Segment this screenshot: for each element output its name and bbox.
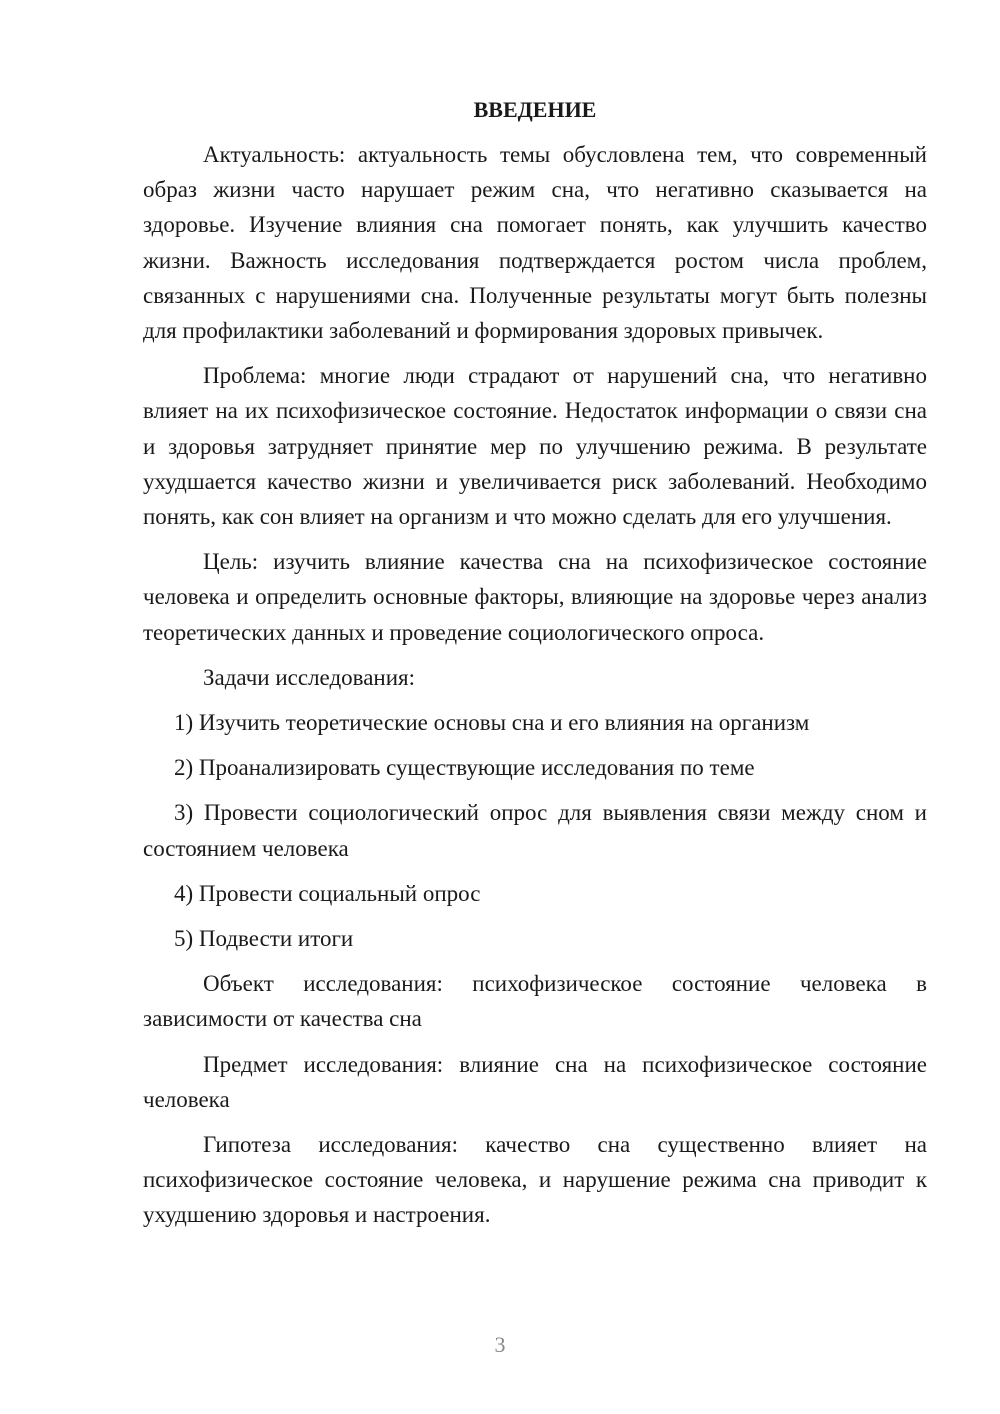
hypothesis-paragraph: Гипотеза исследования: качество сна существенно влияет на психофизическое состояние человека, и нарушение режима сна приводит к ухудшению здоровья и настроения. (143, 1132, 927, 1228)
task-item-1: 1) Изучить теоретические основы сна и его влияния на организм (174, 710, 810, 736)
task-item-4: 4) Провести социальный опрос (174, 880, 481, 906)
object-paragraph: Объект исследования: психофизическое состояние человека в зависимости от качества сна (143, 971, 927, 1032)
problem-paragraph: Проблема: многие люди страдают от нарушений сна, что негативно влияет на их психофизическое состояние. Недостаток информации о связи сна и здоровья затрудняет принятие мер по улучшению режима. В результате ухудшается качество жизни и увеличивается риск заболеваний. Необходимо понять, как сон влияет на организм и что можно сделать для его улучшения. (143, 363, 927, 530)
goal-paragraph: Цель: изучить влияние качества сна на психофизическое состояние человека и определить основные факторы, влияющие на здоровье через анализ теоретических данных и проведение социологического опроса. (143, 549, 927, 645)
task-item-5: 5) Подвести итоги (174, 926, 354, 952)
task-item-2: 2) Проанализировать существующие исследования по теме (174, 755, 755, 781)
relevance-paragraph: Актуальность: актуальность темы обусловлена тем, что современный образ жизни часто нарушает режим сна, что негативно сказывается на здоровье. Изучение влияния сна помогает понять, как улучшить качество жизни. Важность исследования подтверждается ростом числа проблем, связанных с нарушениями сна. Полученные результаты могут быть полезны для профилактики заболеваний и формирования здоровых привычек. (143, 142, 927, 344)
tasks-heading: Задачи исследования: (203, 664, 416, 690)
subject-paragraph: Предмет исследования: влияние сна на психофизическое состояние человека (143, 1051, 927, 1112)
task-item-3: 3) Провести социологический опрос для выявления связи между сном и состоянием человека (143, 800, 927, 861)
page-title: ВВЕДЕНИЕ (473, 97, 597, 122)
page-number: 3 (494, 1332, 506, 1357)
document-page (143, 92, 927, 1243)
